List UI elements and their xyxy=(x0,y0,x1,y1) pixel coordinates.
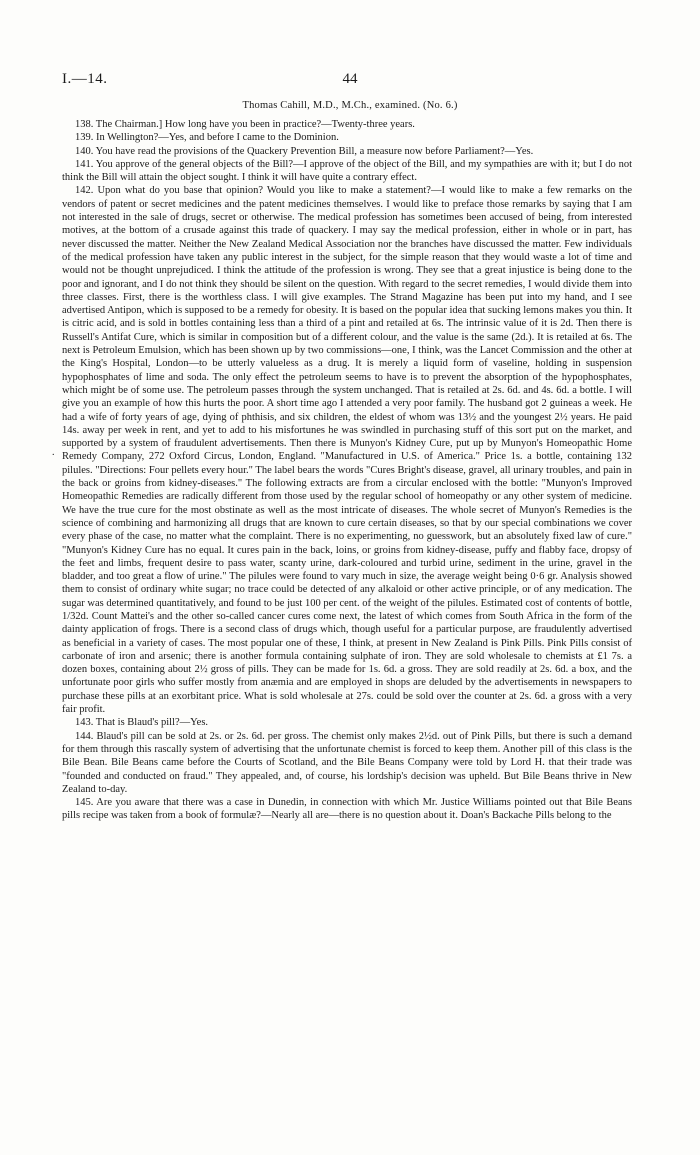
paragraph-138: 138. The Chairman.] How long have you been in practice?—Twenty-three years. xyxy=(75,119,415,130)
paragraph-141: 141. You approve of the general objects of the Bill?—I approve of the object of the Bill, and my sympathies are with it; but I do not think the Bill will attain the object sought. I think it will have quite a contrary effect. xyxy=(62,158,632,184)
document-body xyxy=(62,118,632,823)
paragraph-144: 144. Blaud's pill can be sold at 2s. or 2s. 6d. per gross. The chemist only makes 2½d. out of Pink Pills, but there is such a demand for them through this rascally system of advertising that the unfortunate chemist is forced to keep them. Another pill of this class is the Bile Bean. Bile Beans came before the Courts of Scotland, and the Bile Beans Company were told by Lord H. that their trade was "founded and conducted on fraud." They appealed, and, of course, his lordship's decision was upheld. But Bile Beans thrive in New Zealand to-day. xyxy=(62,730,632,795)
page-number: 44 xyxy=(342,71,358,87)
margin-mark: . xyxy=(52,447,55,458)
paragraph-143: 143. That is Blaud's pill?—Yes. xyxy=(75,717,209,729)
paragraph-139: 139. In Wellington?—Yes, and before I came to the Dominion. xyxy=(75,132,339,144)
paragraph-142: 142. Upon what do you base that opinion? Would you like to make a statement?—I would like to make a few remarks on the vendors of patent or secret medicines and the patent medicines themselves. I would like to preface those remarks by saying that I am not interested in the sale of drugs, secret or otherwise. The medical profession has sometimes been accused of being, from interested motives, at the bottom of a crusade against this trade of quackery. I may say the medical profession, either in whole or in part, has never discussed the matter. Neither the New Zealand Medical Association nor the branches have discussed the matter. Few individuals of the medical profession have taken any public interest in the subject, for the simple reason that they would waste a lot of time and would not be thought unprejudiced. I think the attitude of the profession is wrong. They see that a great injustice is being done to the poor and ignorant, and I do not think they should be silent on the question. With regard to the secret remedies, I would divide them into three classes. First, there is the worthless class. I will give examples. The Strand Magazine has been put into my hand, and I see advertised Antipon, which is supposed to be a remedy for obesity. It is based on the popular idea that sucking lemons makes you thin. It is citric acid, and is sold in bottles containing less than a third of a pint and retailed at 6s. The intrinsic value of it is 2d. Then there is Russell's Antifat Cure, which is similar in composition but of a different colour, and the value is the same (2d.). It is retailed at 6s. The next is Petroleum Emulsion, which has been shown up by two commissions—one, I think, was the Lancet Commission and the other at the King's Hospital, London—to be utterly valueless as a drug. It is merely a liquid form of vaseline, holding in suspension hypophosphates of lime and soda. The only effect the petroleum seems to have is to prevent the absorption of the hypophosphates, which might be of some use. The petroleum passes through the system unchanged. That is retailed at 2s. 6d. and 4s. 6d. a bottle. I will give you an example of how this hurts the poor. A short time ago I attended a very poor family. The husband got 2 guineas a week. He had a wife of forty years of age, dying of phthisis, and six children, the eldest of whom was 13½ and the youngest 2½ years. He paid 14s. away per week in rent, and yet to add to his misfortunes he was swindled in purchasing stuff of this sort put on the market, and supported by a system of fraudulent advertisements. Then there is Munyon's Kidney Cure, put up by Munyon's Homeopathic Home Remedy Company, 272 Oxford Circus, London, England. "Manufactured in U.S. of America." Price 1s. a bottle, containing 132 pilules. "Directions: Four pellets every hour." The label bears the words "Cures Bright's disease, gravel, all urinary troubles, and pain in the back or groins from kidney-diseases." The following extracts are from a circular enclosed with the bottle: "Munyon's Improved Homeopathic Remedies are radically different from those used by the regular school of homeopathy or any other system of medicine. We have the true cure for the most obstinate as well as the most intricate of diseases. The whole secret of Munyon's Remedies is the science of combining and harmonizing all drugs that are known to cure certain diseases, so that by our special combinations we cover every phase of the case, no matter what the complaint. There is no experimenting, no guesswork, but an absolutely fixed law of cure." "Munyon's Kidney Cure has no equal. It cures pain in the back, loins, or groins from kidney-disease, puffy and flabby face, dropsy of the feet and limbs, frequent desire to pass water, scanty urine, dark-coloured and turbid urine, sediment in the urine, gravel in the bladder, and too great a flow of urine." The pilules were found to vary much in size, the average weight being 0·6 gr. Analysis showed them to consist of ordinary white sugar; no trace could be detected of any alkaloid or other active principle, or of any medication. The sugar was determined quantitatively, and found to be just 100 per cent. of the weight of the pilules. Estimated cost of contents of bottle, 1/32d. Count Mattei's and the other so-called cancer cures come next, the latest of which comes from South Africa in the form of the dainty application of frogs. There is a second class of drugs which, though useful for a particular purpose, are fraudulently advertised as beneficial in a variety of cases. The most popular one of these, I think, at present in New Zealand is Pink Pills. Pink Pills consist of carbonate of iron and arsenic; there is another formula containing sulphate of iron. They are sold wholesale to chemists at £1 7s. a dozen boxes, containing about 2½ gross of pills. They can be made for 1s. 6d. a gross. They are sold readily at 2s. 6d. a box, and the unfortunate poor girls who suffer mostly from anæmia and are employed in shops are deluded by the advertisements in newspapers to purchase these pills at an exorbitant price. What is sold wholesale at 27s. could be sold over the counter at 2s. 6d. a gross with a very fair profit. xyxy=(62,185,632,716)
document-reference: I.—14. xyxy=(62,71,108,87)
paragraph-145: 145. Are you aware that there was a case in Dunedin, in connection with which Mr. Justice Williams pointed out that Bile Beans pills recipe was taken from a book of formulæ?—Nearly all are—there is no question about it. Doan's Backache Pills belong to the xyxy=(62,797,632,822)
section-title: Thomas Cahill, M.D., M.Ch., examined. (No. 6.) xyxy=(242,100,458,111)
paragraph-140: 140. You have read the provisions of the Quackery Prevention Bill, a measure now before Parliament?—Yes. xyxy=(75,145,534,157)
